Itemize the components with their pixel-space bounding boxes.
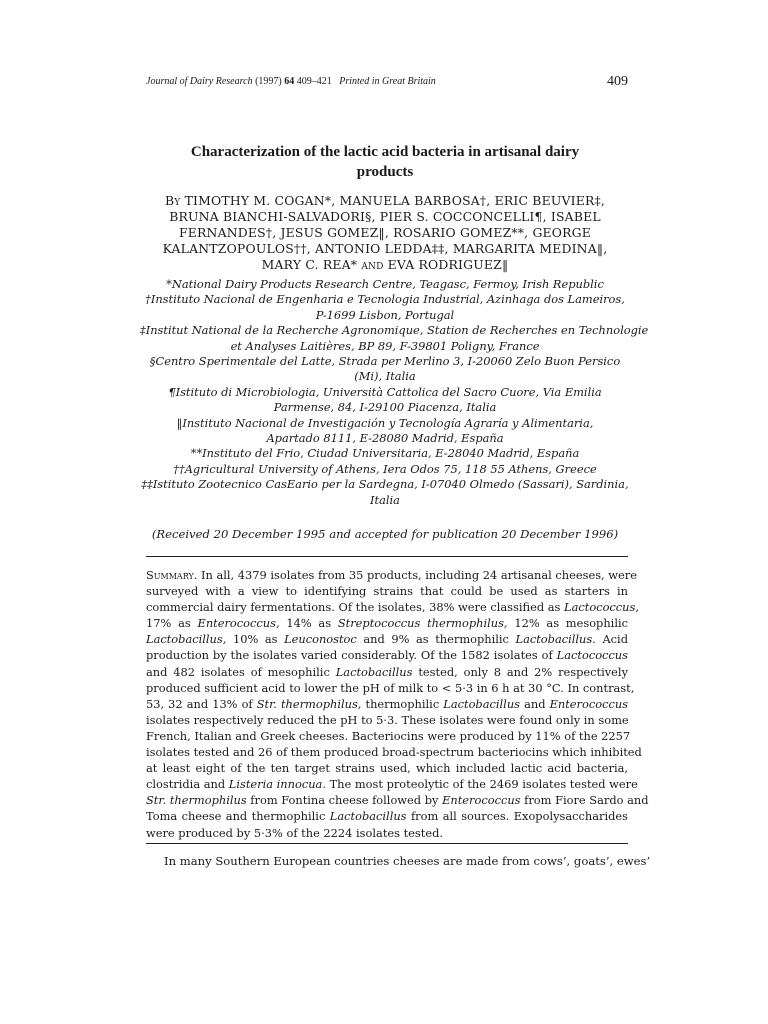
journal-citation [146, 76, 436, 87]
affiliation-line: **Instituto del Frio, Ciudad Universitaria, E-28040 Madrid, España [190, 446, 580, 461]
summary-text: 12% as mesophilic [514, 616, 628, 631]
author-names-5a: MARY C. REA* [261, 257, 358, 272]
taxon-name: Lactobacillus [443, 696, 521, 711]
affiliation-line: ‡Institut National de la Recherche Agronomique, Station de Recherches en Technologie [140, 323, 649, 338]
title-line-2: products [356, 164, 414, 180]
taxon-name: Streptococcus thermophilus, [337, 616, 508, 631]
affiliation-line: et Analyses Laitières, BP 89, F-39801 Poligny, France [230, 338, 540, 353]
taxon-name: Lactobacillus [329, 809, 407, 824]
summary-text: from Fiore Sardo and [524, 793, 649, 808]
received-dates: (Received 20 December 1995 and accepted for publication 20 December 1996) [151, 527, 619, 541]
summary-line [146, 792, 649, 808]
affiliation-line: §Centro Sperimentale del Latte, Strada per Merlino 3, I-20060 Zelo Buon Persico [149, 354, 621, 369]
printed-note: Printed in Great Britain [339, 76, 436, 87]
journal-year: (1997) [255, 76, 282, 87]
summary-text: production by the isolates varied considerably. Of the 1582 isolates of [146, 648, 553, 663]
summary-line [146, 808, 628, 824]
journal-volume: 64 [284, 76, 295, 87]
taxon-name: Lactobacillus. [515, 632, 596, 647]
summary-text: from Fontina cheese followed by [250, 793, 439, 808]
taxon-name: Enterococcus [442, 793, 521, 808]
summary-line: at least eight of the ten target strains used, which included lactic acid bacteria, [146, 761, 628, 776]
affiliation-line: Parmense, 84, I-29100 Piacenza, Italia [273, 400, 497, 415]
affiliation-line: P-1699 Lisbon, Portugal [315, 307, 455, 322]
and-label: and [361, 257, 384, 272]
intro-line: In many Southern European countries cheeses are made from cows’, goats’, ewes’ [164, 854, 651, 868]
summary-line: isolates respectively reduced the pH to 5·3. These isolates were found only in some [146, 712, 629, 727]
article-title [150, 142, 620, 182]
affiliation-line: Italia [370, 492, 400, 507]
affiliation-line: *National Dairy Products Research Centre, Teagasc, Fermoy, Irish Republic [166, 277, 604, 291]
summary-line: surveyed with a view to identifying strains that could be used as starters in [146, 584, 628, 599]
summary-line: produced sufficient acid to lower the pH of milk to < 5·3 in 6 h at 30 °C. In contrast, [146, 680, 635, 695]
summary-text: The most proteolytic of the 2469 isolates tested were [329, 777, 638, 792]
author-line-4: KALANTZOPOULOS††, ANTONIO LEDDA‡‡, MARGARITA MEDINA‖, [162, 241, 608, 256]
affiliation-line: Apartado 8111, E-28080 Madrid, España [266, 431, 504, 446]
affiliation-line: ‖Instituto Nacional de Investigación y Tecnología Agraría y Alimentaria, [176, 415, 594, 430]
taxon-name: Str. thermophilus [146, 793, 247, 808]
page-number: 409 [607, 74, 628, 89]
taxon-name: Leuconostoc [284, 632, 357, 647]
taxon-name: Enterococcus, [197, 616, 280, 631]
author-line-1 [140, 193, 630, 209]
summary-bottom-rule [146, 843, 628, 844]
summary-line [146, 664, 628, 680]
summary-text: and 482 isolates of mesophilic [146, 664, 330, 679]
taxon-name: Listeria innocua. [228, 777, 326, 792]
summary-text: In all, 4379 isolates from 35 products, including 24 artisanal cheeses, were [201, 568, 637, 582]
summary-line: isolates tested and 26 of them produced broad-spectrum bacteriocins which inhibited [146, 745, 642, 760]
title-line-1: Characterization of the lactic acid bacteria in artisanal dairy [190, 144, 580, 160]
affiliation-line: ††Agricultural University of Athens, Iera Odos 75, 118 55 Athens, Greece [173, 461, 597, 476]
taxon-name: Lactococcus [556, 648, 628, 663]
summary-line [146, 647, 628, 663]
summary-text: 14% as [286, 616, 332, 631]
author-line-2: BRUNA BIANCHI-SALVADORI§, PIER S. COCCONCELLI¶, ISABEL [169, 209, 601, 224]
summary-text: clostridia and [146, 777, 226, 792]
author-names-5b: EVA RODRIGUEZ‖ [387, 257, 509, 272]
author-line-3: FERNANDES†, JESUS GOMEZ‖, ROSARIO GOMEZ**, GEORGE [178, 225, 592, 240]
running-head [146, 74, 628, 90]
summary-abstract [146, 567, 649, 841]
affiliation-line: (Mi), Italia [354, 369, 416, 384]
summary-line [146, 567, 637, 583]
by-label: By [164, 193, 181, 208]
taxon-name: Str. thermophilus, [256, 696, 362, 711]
taxon-name: Lactococcus, [564, 600, 639, 615]
introduction-paragraph [146, 853, 651, 869]
summary-text: Toma cheese and thermophilic [146, 809, 326, 824]
summary-text: commercial dairy fermentations. Of the isolates, 38% were classified as [146, 600, 561, 615]
author-line-5 [140, 257, 630, 273]
taxon-name: Enterococcus [549, 696, 629, 711]
summary-text: from all sources. Exopolysaccharides [410, 809, 629, 824]
summary-text: and [524, 696, 546, 711]
taxon-name: Lactobacillus, [146, 632, 227, 647]
taxon-name: Lactobacillus [335, 664, 413, 679]
summary-line [146, 615, 628, 631]
summary-text: 10% as [232, 632, 278, 647]
author-list [140, 193, 630, 273]
summary-line [146, 599, 639, 615]
affiliation-line: †Instituto Nacional de Engenharia e Tecnologia Industrial, Azinhaga dos Lameiros, [145, 292, 625, 307]
summary-text: thermophilic [365, 696, 440, 711]
summary-text: 53, 32 and 13% of [146, 696, 253, 711]
summary-line: were produced by 5·3% of the 2224 isolates tested. [146, 825, 443, 840]
summary-line [146, 631, 628, 647]
author-names-1: TIMOTHY M. COGAN*, MANUELA BARBOSA†, ERIC BEUVIER‡, [184, 193, 606, 208]
journal-name: Journal of Dairy Research [146, 76, 253, 87]
summary-top-rule [146, 556, 628, 557]
affiliations [140, 277, 649, 508]
summary-text: 17% as [146, 616, 191, 631]
summary-line [146, 696, 628, 712]
journal-pages: 409–421 [296, 76, 332, 87]
summary-text: tested, only 8 and 2% respectively [418, 664, 629, 679]
affiliation-line: ‡‡Istituto Zootecnico CasEario per la Sardegna, I-07040 Olmedo (Sassari), Sardinia, [141, 477, 629, 492]
summary-heading: Summary. [146, 568, 198, 582]
summary-line: French, Italian and Greek cheeses. Bacteriocins were produced by 11% of the 2257 [146, 728, 631, 743]
summary-line [146, 776, 638, 792]
affiliation-line: ¶Istituto di Microbiologia, Università Cattolica del Sacro Cuore, Via Emilia [168, 384, 602, 399]
summary-text: and 9% as thermophilic [363, 632, 509, 647]
summary-text: Acid [602, 632, 628, 647]
